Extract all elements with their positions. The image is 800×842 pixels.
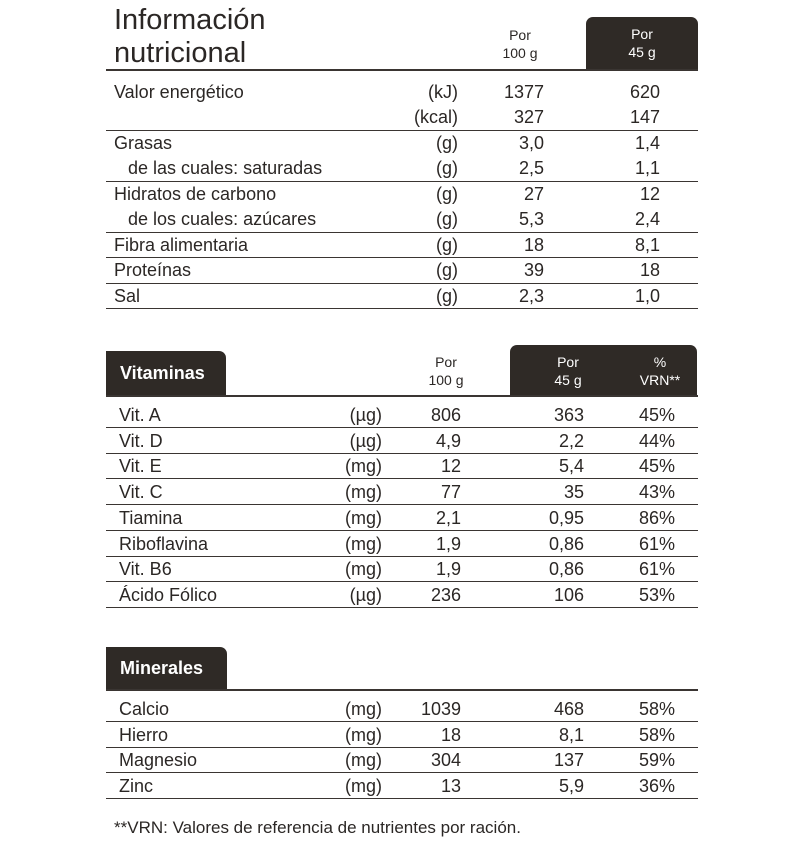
table-row [0, 181, 800, 207]
item-unit: (mg) [345, 776, 382, 797]
page-title-line2: nutricional [114, 37, 247, 69]
item-name: Magnesio [119, 750, 198, 771]
item-name: Tiamina [119, 507, 183, 528]
item-unit: (mg) [345, 724, 382, 745]
nutrient-unit: (g) [436, 133, 458, 153]
table-row [0, 402, 800, 428]
header-per45-line1: Por [631, 26, 653, 42]
item-unit: (mg) [345, 507, 382, 528]
item-vrn: 43% [638, 482, 675, 503]
nutrient-name: de los cuales: azúcares [128, 209, 317, 229]
item-vrn: 59% [638, 750, 675, 771]
table-row [0, 104, 800, 130]
table-row [0, 773, 800, 799]
table-row [0, 232, 800, 258]
item-per45: 0,86 [548, 533, 584, 554]
nutrient-per100: 39 [523, 260, 544, 280]
item-vrn: 45% [638, 405, 675, 425]
divider [106, 395, 698, 397]
header-per100-line2: 100 g [428, 372, 464, 388]
nutrient-per45: 1,4 [634, 133, 660, 153]
item-name: Vit. A [119, 405, 161, 425]
table-row [0, 130, 800, 156]
item-name: Ácido Fólico [119, 584, 218, 605]
item-per45: 137 [553, 750, 584, 771]
nutrient-per45: 18 [639, 260, 660, 280]
divider [106, 798, 698, 799]
item-unit: (mg) [345, 750, 382, 771]
item-per100: 1,9 [435, 559, 461, 580]
nutrient-per100: 3,0 [518, 133, 544, 153]
header-per100 [480, 26, 560, 62]
nutrient-name: Sal [114, 286, 141, 306]
header-vrn-line2: VRN** [639, 372, 681, 388]
header-per45 [586, 17, 698, 69]
item-unit: (mg) [345, 699, 382, 719]
table-row [0, 531, 800, 557]
vitamins-header-vrn [620, 353, 700, 389]
nutrient-name: Valor energético [114, 82, 244, 102]
item-per100: 304 [430, 750, 461, 771]
nutrient-per45: 8,1 [634, 235, 660, 255]
nutrient-per100: 1377 [503, 82, 544, 102]
item-unit: (mg) [345, 559, 382, 580]
item-name: Vit. B6 [119, 559, 172, 580]
item-per100: 18 [440, 724, 461, 745]
table-row [0, 206, 800, 232]
nutrient-per45: 1,0 [634, 286, 660, 306]
table-row [0, 582, 800, 608]
item-per100: 1,9 [435, 533, 461, 554]
item-vrn: 58% [638, 724, 675, 745]
item-per100: 12 [440, 456, 461, 477]
header-per100-line1: Por [509, 27, 531, 43]
nutrient-name: de las cuales: saturadas [128, 158, 323, 178]
nutrient-per45: 147 [629, 107, 660, 127]
minerals-label: Minerales [106, 647, 227, 689]
item-unit: (mg) [345, 456, 382, 477]
nutrient-per45: 620 [629, 82, 660, 102]
item-per100: 236 [430, 584, 461, 605]
vitamins-header-per45 [528, 353, 608, 389]
item-vrn: 61% [638, 559, 675, 580]
table-row [0, 747, 800, 773]
header-per45-line1: Por [557, 354, 579, 370]
item-per45: 35 [563, 482, 584, 503]
nutrient-name: Grasas [114, 133, 173, 153]
nutrient-name: Fibra alimentaria [114, 235, 249, 255]
table-row [0, 556, 800, 582]
item-unit: (µg) [349, 584, 382, 605]
item-vrn: 58% [638, 699, 675, 719]
item-name: Calcio [119, 699, 170, 719]
vitamins-header-dark [510, 345, 697, 396]
header-per45-line2: 45 g [628, 44, 656, 60]
item-per45: 0,95 [548, 507, 584, 528]
nutrient-per100: 327 [513, 107, 544, 127]
nutrient-per100: 18 [523, 235, 544, 255]
item-per100: 2,1 [435, 507, 461, 528]
item-name: Riboflavina [119, 533, 209, 554]
item-vrn: 36% [638, 776, 675, 797]
nutrient-unit: (g) [436, 286, 458, 306]
item-per45: 5,4 [558, 456, 584, 477]
nutrient-per45: 12 [639, 184, 660, 204]
item-unit: (µg) [349, 405, 382, 425]
nutrient-name: Hidratos de carbono [114, 184, 277, 204]
item-per45: 106 [553, 584, 584, 605]
nutrient-unit: (kJ) [428, 82, 458, 102]
table-row [0, 696, 800, 722]
item-per45: 0,86 [548, 559, 584, 580]
divider [106, 607, 698, 608]
item-unit: (mg) [345, 482, 382, 503]
divider [106, 689, 698, 691]
table-row [0, 428, 800, 454]
table-row [0, 79, 800, 105]
table-row [0, 155, 800, 181]
item-per45: 5,9 [558, 776, 584, 797]
vitamins-label: Vitaminas [106, 351, 226, 396]
nutrient-per100: 2,5 [518, 158, 544, 178]
item-unit: (mg) [345, 533, 382, 554]
nutrient-unit: (kcal) [414, 107, 458, 127]
item-vrn: 44% [638, 430, 675, 451]
nutrient-unit: (g) [436, 158, 458, 178]
item-unit: (µg) [349, 430, 382, 451]
item-vrn: 61% [638, 533, 675, 554]
footnote: **VRN: Valores de referencia de nutrientes por ración. [114, 818, 521, 837]
item-vrn: 86% [638, 507, 675, 528]
item-per100: 13 [440, 776, 461, 797]
vitamins-header-per100 [406, 353, 486, 389]
nutrient-unit: (g) [436, 209, 458, 229]
item-name: Vit. E [119, 456, 162, 477]
header-per100-line1: Por [435, 354, 457, 370]
table-row [0, 453, 800, 479]
nutrient-name: Proteínas [114, 260, 192, 280]
item-per100: 4,9 [435, 430, 461, 451]
item-name: Vit. D [119, 430, 163, 451]
nutrient-per45: 1,1 [634, 158, 660, 178]
item-name: Vit. C [119, 482, 163, 503]
page-title: Información [114, 4, 266, 36]
table-row [0, 283, 800, 309]
item-name: Zinc [119, 776, 154, 797]
header-per100-line2: 100 g [502, 45, 538, 61]
nutrient-per100: 2,3 [518, 286, 544, 306]
item-per100: 806 [430, 405, 461, 425]
nutrient-unit: (g) [436, 260, 458, 280]
item-per45: 363 [553, 405, 584, 425]
item-per100: 77 [440, 482, 461, 503]
nutrient-per45: 2,4 [634, 209, 660, 229]
item-name: Hierro [119, 724, 169, 745]
item-per100: 1039 [420, 699, 461, 719]
item-vrn: 53% [638, 584, 675, 605]
nutrient-unit: (g) [436, 235, 458, 255]
nutrient-unit: (g) [436, 184, 458, 204]
table-row [0, 505, 800, 531]
header-per45-line2: 45 g [554, 372, 582, 388]
header-vrn-line1: % [653, 354, 667, 370]
nutrient-per100: 27 [523, 184, 544, 204]
item-per45: 8,1 [558, 724, 584, 745]
divider [106, 69, 698, 71]
table-row [0, 479, 800, 505]
nutrient-per100: 5,3 [518, 209, 544, 229]
table-row [0, 257, 800, 283]
item-per45: 2,2 [558, 430, 584, 451]
item-vrn: 45% [638, 456, 675, 477]
table-row [0, 722, 800, 748]
item-per45: 468 [553, 699, 584, 719]
